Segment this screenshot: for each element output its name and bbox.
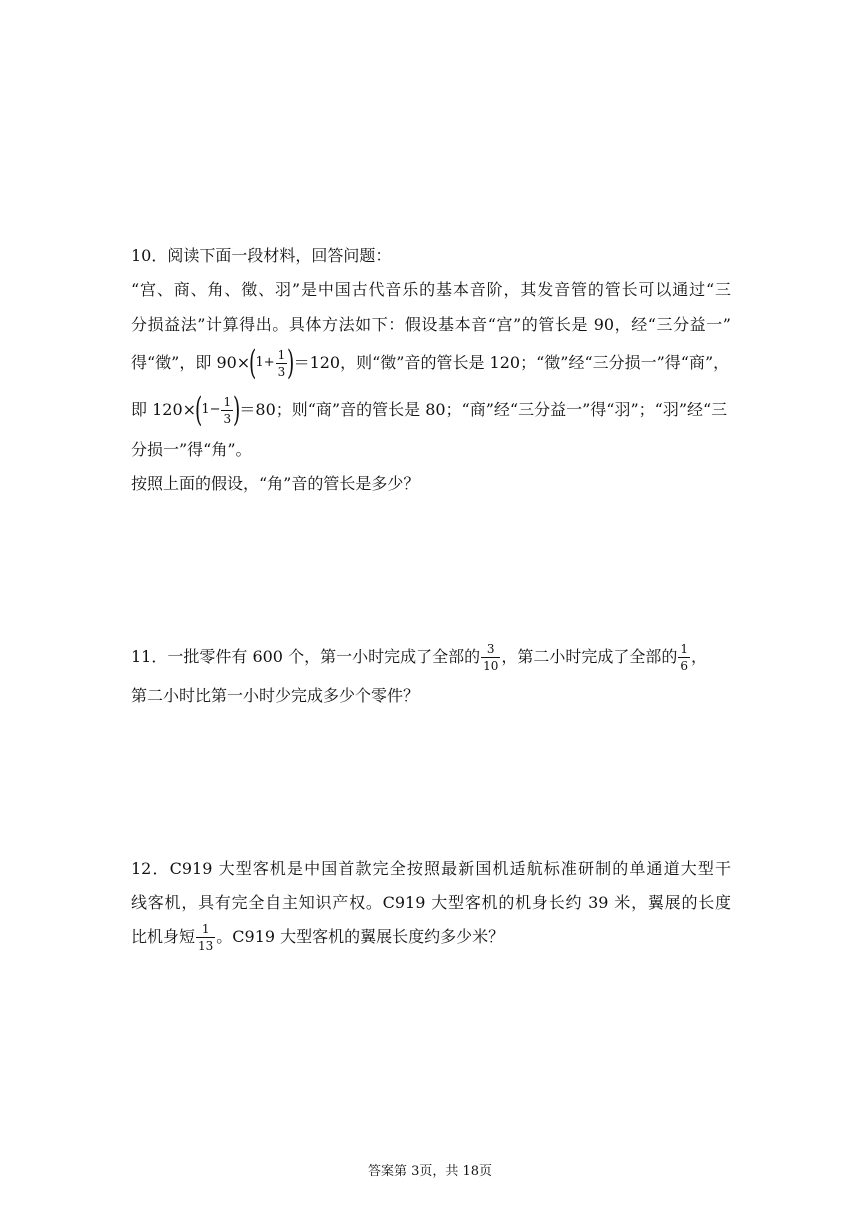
fraction-denominator: 10 [483, 658, 499, 673]
q12-line-3 [131, 916, 731, 958]
q10-line-3-start: 得“徵”，即 90× [131, 353, 251, 372]
q10-line-5: 分损一”得“角”。 [131, 440, 252, 459]
fraction-one-sixth [678, 642, 690, 673]
right-paren: ) [287, 343, 295, 383]
q12-line-1: 12．C919 大型客机是中国首款完全按照最新国机适航标准研制的单通道大型干 [131, 859, 731, 878]
q10-expr-2-prefix: 1− [201, 402, 221, 417]
q10-line-4 [131, 389, 731, 431]
q11-line-1 [131, 636, 731, 678]
q12-line-3-start: 比机身短 [131, 927, 196, 946]
fraction-denominator: 3 [223, 411, 232, 426]
q10-question: 按照上面的假设，“角”音的管长是多少？ [131, 474, 420, 493]
q11-line-1-start: 11．一批零件有 600 个，第一小时完成了全部的 [131, 647, 481, 666]
page-footer: 答案第 3页，共 18页 [367, 1164, 493, 1179]
q10-line-1: “宫、商、角、徵、羽”是中国古代音乐的基本音阶，其发音管的管长可以通过“三 [131, 280, 731, 299]
fraction-numerator: 1 [223, 394, 232, 409]
q10-title: 10．阅读下面一段材料，回答问题： [131, 246, 392, 265]
fraction-denominator: 6 [680, 658, 689, 673]
q10-line-3-end: ＝120，则“徵”音的管长是 120；“徵”经“三分损一”得“商”， [293, 353, 730, 372]
q12-line-2: 线客机，具有完全自主知识产权。C919 大型客机的机身长约 39 米，翼展的长度 [131, 893, 731, 912]
fraction-one-third [276, 348, 288, 379]
q10-line-2: 分损益法”计算得出。具体方法如下：假设基本音“宫”的管长是 90，经“三分益一” [131, 315, 731, 334]
fraction-numerator: 1 [277, 347, 286, 362]
q12-line-3-end: 。C919 大型客机的翼展长度约多少米？ [216, 927, 505, 946]
fraction-denominator: 13 [198, 938, 214, 953]
fraction-numerator: 3 [481, 642, 500, 658]
fraction-numerator: 1 [680, 641, 689, 656]
fraction-three-tenths [481, 642, 500, 673]
left-paren: ( [249, 343, 257, 383]
fraction-one-thirteenth [196, 922, 215, 953]
q11-question: 第二小时比第一小时少完成多少个零件？ [131, 686, 420, 705]
left-paren: ( [195, 390, 203, 430]
fraction-denominator: 3 [277, 364, 286, 379]
q11-line-1-middle: ，第二小时完成了全部的 [501, 647, 678, 666]
q10-line-3 [131, 342, 731, 384]
q10-line-4-start: 即 120× [131, 400, 197, 419]
q10-expr-2 [201, 395, 234, 426]
q11-line-1-end: ， [691, 647, 708, 666]
q10-line-4-end: ＝80；则“商”音的管长是 80；“商”经“三分益一”得“羽”；“羽”经“三 [239, 400, 728, 419]
fraction-one-third [221, 395, 233, 426]
q10-expr-1 [255, 348, 288, 379]
q10-expr-1-prefix: 1+ [255, 355, 275, 370]
right-paren: ) [233, 390, 241, 430]
fraction-numerator: 1 [196, 922, 215, 938]
